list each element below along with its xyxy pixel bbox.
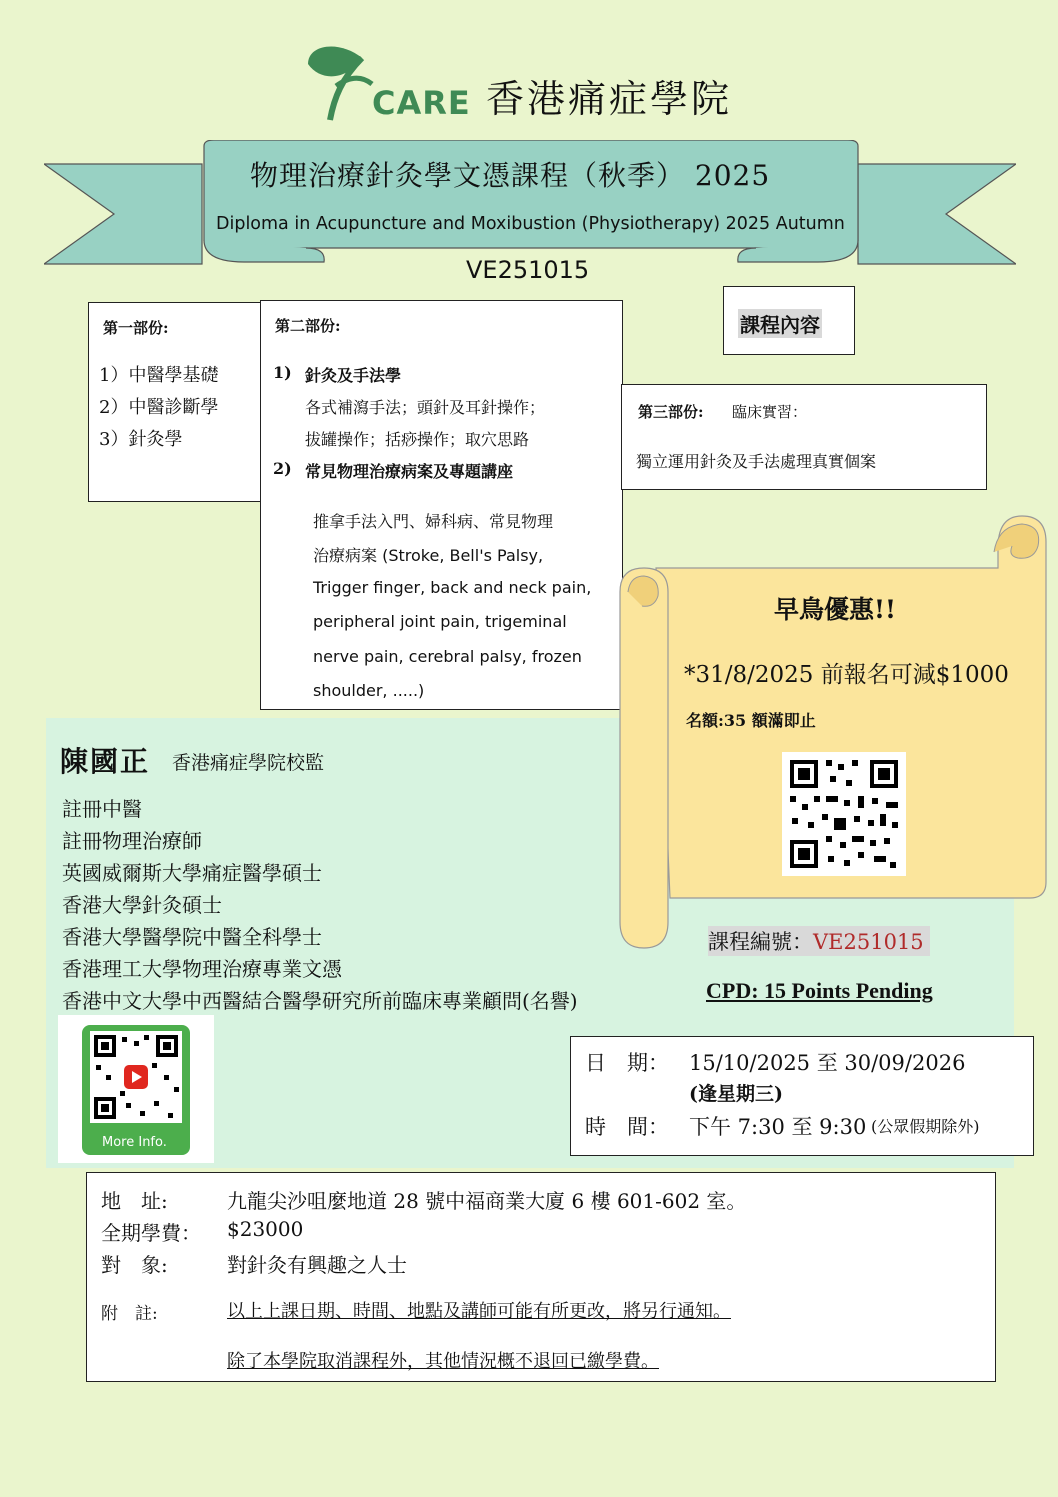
school-name: 香港痛症學院 — [486, 77, 733, 121]
fee-label: 全期學費： — [101, 1221, 201, 1245]
course-number-label: 課程編號： — [708, 930, 813, 954]
early-bird-quota: 名額:35 額滿即止 — [686, 711, 816, 730]
time-label: 時 間： — [585, 1115, 669, 1139]
part2-sub2-line: 治療病案 (Stroke, Bell's Palsy, — [313, 546, 544, 565]
target-label: 對 象: — [101, 1253, 168, 1277]
info-box — [86, 1172, 996, 1382]
part2-sub1-line: 各式補瀉手法；頭針及耳針操作； — [305, 398, 546, 417]
part2-box — [260, 300, 623, 710]
instructor-credential: 香港大學醫學院中醫全科學士 — [62, 925, 322, 949]
course-content-label: 課程內容 — [738, 309, 822, 338]
part1-item: 1）中醫學基礎 — [99, 365, 219, 386]
instructor-credential: 英國威爾斯大學痛症醫學碩士 — [62, 861, 322, 885]
course-number-value: VE251015 — [813, 930, 924, 954]
part2-sub2-line: nerve pain, cerebral palsy, frozen — [313, 647, 582, 666]
more-info-label: More Info. — [102, 1135, 167, 1150]
course-code-top: VE251015 — [466, 256, 590, 284]
part2-sub2-line: 推拿手法入門、婦科病、常見物理 — [313, 512, 554, 531]
early-bird-title: 早鳥優惠!! — [774, 595, 896, 624]
part2-sub2-num: 2) — [273, 459, 292, 478]
instructor-credential: 香港理工大學物理治療專業文憑 — [62, 957, 342, 981]
qr-code-icon — [90, 1031, 182, 1123]
part2-sub2-title: 常見物理治療病案及專題講座 — [305, 462, 514, 481]
note-label: 附 註: — [101, 1304, 158, 1324]
more-info-qr[interactable] — [58, 1015, 214, 1163]
cpd-points: CPD: 15 Points Pending — [706, 978, 933, 1003]
registration-qr-code[interactable] — [782, 752, 906, 876]
weekday: (逢星期三) — [689, 1083, 783, 1105]
part3-heading: 第三部份: — [638, 403, 704, 421]
date-value: 15/10/2025 至 30/09/2026 — [689, 1051, 966, 1075]
banner-title-en: Diploma in Acupuncture and Moxibustion (Physiotherapy) 2025 Autumn — [216, 214, 845, 234]
target-value: 對針灸有興趣之人士 — [227, 1253, 407, 1277]
date-label: 日 期： — [585, 1051, 669, 1075]
instructor-credential: 註冊物理治療師 — [62, 829, 202, 853]
time-note: (公眾假期除外) — [871, 1117, 980, 1136]
part3-box — [621, 384, 987, 490]
early-bird-offer: *31/8/2025 前報名可減$1000 — [684, 662, 1009, 688]
part1-item: 2）中醫診斷學 — [99, 397, 219, 418]
scroll-shape — [614, 512, 1050, 952]
instructor-name: 陳國正 — [60, 745, 151, 778]
part1-item: 3）針灸學 — [99, 429, 183, 450]
logo-care-text: CARE — [372, 84, 471, 122]
part2-sub1-line: 拔罐操作；括痧操作；取穴思路 — [305, 430, 530, 449]
instructor-title: 香港痛症學院校監 — [172, 752, 325, 774]
address-value: 九龍尖沙咀麼地道 28 號中福商業大廈 6 樓 601-602 室。 — [227, 1189, 747, 1213]
note-line: 以上上課日期、時間、地點及講師可能有所更改，將另行通知。 — [227, 1301, 731, 1322]
part1-heading: 第一部份: — [103, 319, 169, 337]
time-value: 下午 7:30 至 9:30 — [689, 1115, 867, 1139]
instructor-credential: 香港中文大學中西醫結合醫學研究所前臨床專業顧問(名譽) — [62, 989, 578, 1013]
note-line: 除了本學院取消課程外，其他情況概不退回已繳學費。 — [227, 1351, 659, 1372]
schedule-box — [570, 1036, 1034, 1156]
part2-sub2-line: shoulder, .....) — [313, 681, 425, 700]
part2-sub2-line: Trigger finger, back and neck pain, — [313, 578, 592, 597]
part2-sub1-title: 針灸及手法學 — [305, 366, 402, 385]
banner-title-zh: 物理治療針灸學文憑課程（秋季） 2025 — [250, 159, 771, 192]
instructor-credential: 香港大學針灸碩士 — [62, 893, 222, 917]
part2-heading: 第二部份: — [275, 317, 341, 335]
qr-code-icon — [782, 752, 906, 876]
instructor-credential: 註冊中醫 — [62, 797, 142, 821]
fee-value: $23000 — [227, 1217, 304, 1241]
part1-box — [88, 302, 263, 502]
course-content-label-box — [723, 286, 855, 355]
part2-sub1-num: 1) — [273, 363, 292, 382]
part3-heading-rest: 臨床實習： — [732, 403, 808, 421]
course-number — [708, 926, 930, 956]
part2-sub2-line: peripheral joint pain, trigeminal — [313, 612, 567, 631]
address-label: 地 址: — [101, 1189, 168, 1213]
part3-line: 獨立運用針灸及手法處理真實個案 — [636, 452, 877, 471]
